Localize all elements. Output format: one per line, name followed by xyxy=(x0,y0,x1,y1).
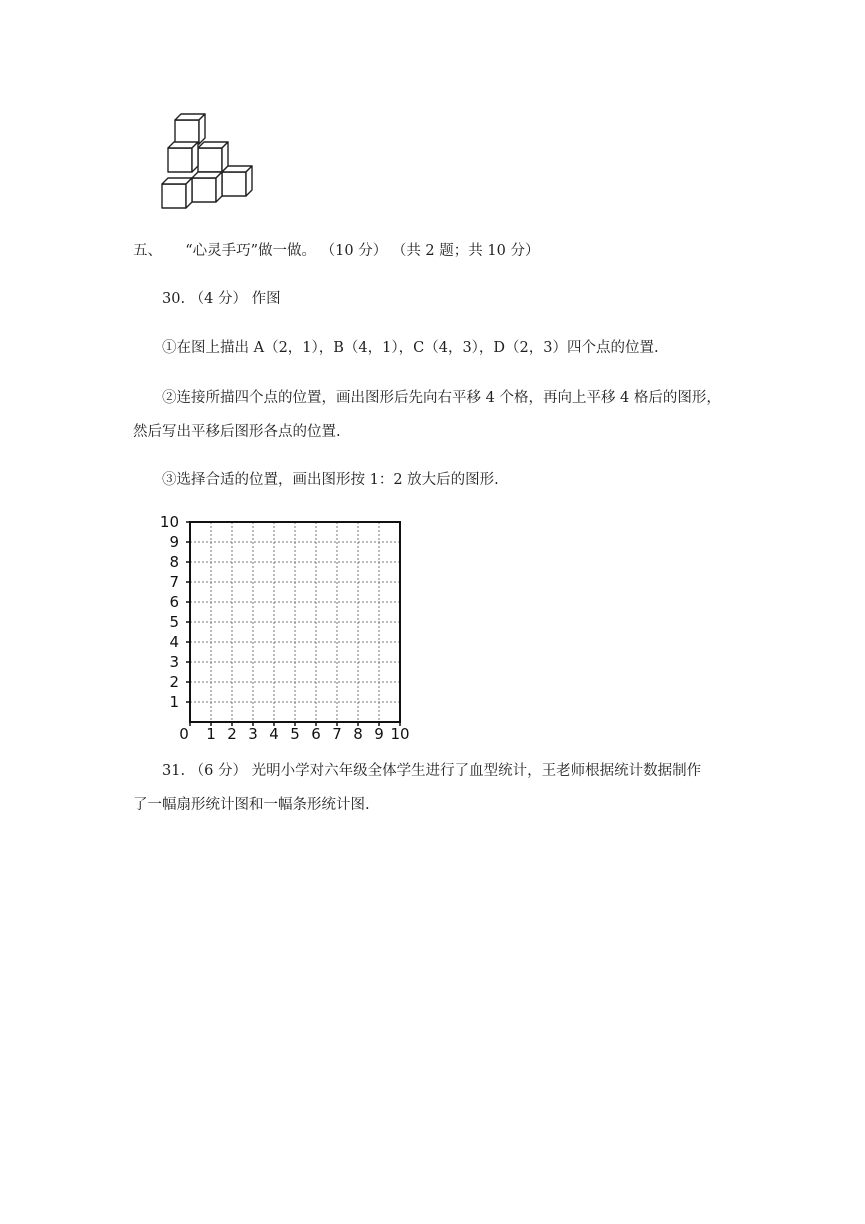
q31-text-line1: 光明小学对六年级全体学生进行了血型统计，王老师根据统计数据制作 xyxy=(251,763,702,779)
cube-top xyxy=(175,114,205,144)
q30-header xyxy=(162,290,281,308)
q30-item3: ③选择合适的位置，画出图形按 1：2 放大后的图形. xyxy=(162,472,499,488)
x-tick-label: 0 xyxy=(179,725,189,743)
q31-line1 xyxy=(162,762,701,780)
x-tick-label: 7 xyxy=(332,725,342,743)
section-heading xyxy=(133,242,539,260)
q30-title: 作图 xyxy=(251,291,281,307)
cube-middle-left xyxy=(168,142,198,172)
y-tick-label: 7 xyxy=(169,573,179,591)
y-tick-label: 5 xyxy=(169,613,179,631)
cube-bottom-right xyxy=(222,166,252,196)
y-tick-label: 10 xyxy=(159,513,179,531)
cube-bottom-middle xyxy=(192,172,222,202)
x-tick-label: 8 xyxy=(353,725,363,743)
section-title: “心灵手巧”做一做。 xyxy=(185,243,317,259)
cube-stack-figure xyxy=(150,108,265,216)
q30-number: 30. xyxy=(162,291,186,307)
y-tick-label: 9 xyxy=(169,533,179,551)
section-summary: （共 2 题；共 10 分） xyxy=(391,243,540,259)
x-tick-label: 4 xyxy=(269,725,279,743)
q31-text-line2: 了一幅扇形统计图和一幅条形统计图. xyxy=(133,797,370,813)
y-tick-label: 6 xyxy=(169,593,179,611)
q31-number: 31. xyxy=(162,763,186,779)
cube-bottom-left xyxy=(162,178,192,208)
q30-item2-line2: 然后写出平移后图形各点的位置. xyxy=(133,424,341,440)
x-tick-label: 6 xyxy=(311,725,321,743)
y-tick-label: 3 xyxy=(169,653,179,671)
x-tick-label: 10 xyxy=(390,725,410,743)
x-tick-label: 9 xyxy=(374,725,384,743)
x-tick-label: 3 xyxy=(248,725,258,743)
y-tick-label: 4 xyxy=(169,633,179,651)
y-tick-label: 2 xyxy=(169,673,179,691)
x-tick-label: 2 xyxy=(227,725,237,743)
section-number: 五、 xyxy=(133,243,162,259)
section-score: （10 分） xyxy=(320,243,388,259)
q31-score: （6 分） xyxy=(189,763,248,779)
y-tick-label: 8 xyxy=(169,553,179,571)
x-tick-label: 5 xyxy=(290,725,300,743)
coordinate-grid xyxy=(150,510,412,745)
q30-item2-line1: ②连接所描四个点的位置，画出图形后先向右平移 4 个格，再向上平移 4 格后的图形， xyxy=(162,390,721,406)
x-tick-label: 1 xyxy=(206,725,216,743)
q30-score: （4 分） xyxy=(189,291,248,307)
q30-item1: ①在图上描出 A（2，1），B（4，1），C（4，3），D（2，3）四个点的位置. xyxy=(162,340,659,356)
cube-middle-right xyxy=(198,142,228,172)
y-tick-label: 1 xyxy=(169,693,179,711)
